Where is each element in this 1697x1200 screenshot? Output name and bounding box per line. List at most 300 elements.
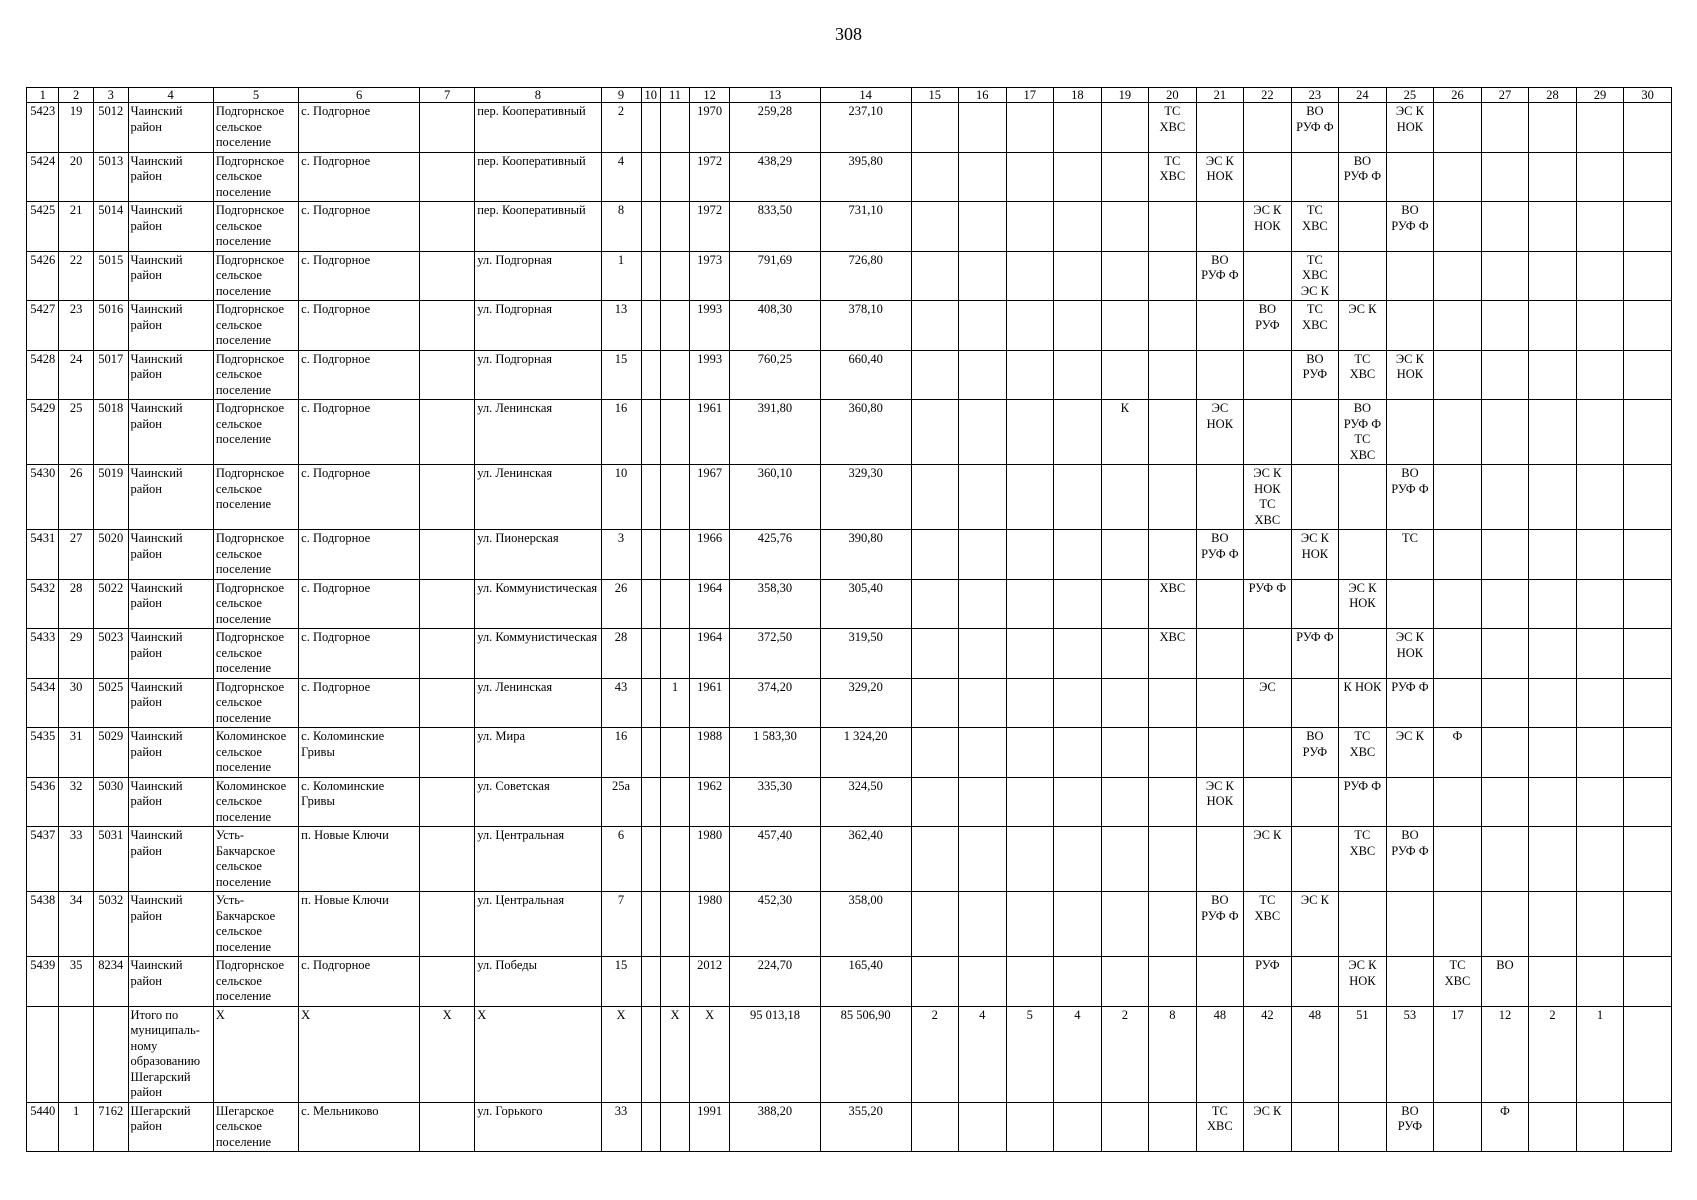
table-cell: Шегарский район bbox=[128, 1102, 213, 1152]
table-cell bbox=[641, 892, 660, 957]
table-cell: Чаинский район bbox=[128, 957, 213, 1007]
table-cell bbox=[1054, 579, 1102, 629]
table-cell bbox=[1529, 350, 1577, 400]
table-cell: ТС ХВС bbox=[1339, 728, 1387, 778]
table-cell: 1967 bbox=[690, 465, 730, 530]
table-cell bbox=[1386, 301, 1434, 351]
table-cell bbox=[959, 777, 1007, 827]
table-cell bbox=[1624, 465, 1672, 530]
table-cell bbox=[959, 678, 1007, 728]
table-cell bbox=[911, 465, 959, 530]
table-cell: Чаинский район bbox=[128, 465, 213, 530]
table-cell: 5428 bbox=[27, 350, 59, 400]
table-cell: ВО РУФ Ф bbox=[1339, 152, 1387, 202]
table-cell: Чаинский район bbox=[128, 350, 213, 400]
column-header-15: 15 bbox=[911, 88, 959, 103]
table-cell bbox=[660, 629, 689, 679]
table-cell: 390,80 bbox=[820, 530, 911, 580]
table-cell: 5025 bbox=[93, 678, 128, 728]
table-cell bbox=[1339, 892, 1387, 957]
table-cell: с. Подгорное bbox=[299, 629, 420, 679]
table-cell bbox=[1339, 251, 1387, 301]
table-cell: 16 bbox=[601, 728, 641, 778]
table-cell bbox=[1149, 400, 1197, 465]
table-cell: 2 bbox=[1529, 1006, 1577, 1102]
table-cell bbox=[1576, 152, 1624, 202]
table-cell: с. Подгорное bbox=[299, 202, 420, 252]
table-cell: 374,20 bbox=[730, 678, 821, 728]
table-cell bbox=[1576, 678, 1624, 728]
table-cell bbox=[641, 152, 660, 202]
table-cell bbox=[1529, 465, 1577, 530]
table-cell: ул. Горького bbox=[475, 1102, 601, 1152]
table-cell: 408,30 bbox=[730, 301, 821, 351]
table-cell bbox=[1006, 629, 1054, 679]
table-cell bbox=[420, 530, 475, 580]
column-header-1: 1 bbox=[27, 88, 59, 103]
table-cell: с. Подгорное bbox=[299, 350, 420, 400]
table-cell: 224,70 bbox=[730, 957, 821, 1007]
table-cell: 1964 bbox=[690, 579, 730, 629]
table-cell bbox=[1339, 103, 1387, 153]
table-cell: 35 bbox=[59, 957, 94, 1007]
table-cell: 5430 bbox=[27, 465, 59, 530]
table-cell bbox=[1624, 301, 1672, 351]
column-header-23: 23 bbox=[1291, 88, 1339, 103]
table-cell: 5437 bbox=[27, 827, 59, 892]
table-cell bbox=[1434, 400, 1482, 465]
table-cell: ЭС К НОК bbox=[1339, 957, 1387, 1007]
table-cell: 8 bbox=[601, 202, 641, 252]
table-cell bbox=[641, 202, 660, 252]
table-cell bbox=[959, 400, 1007, 465]
table-cell: 1 bbox=[660, 678, 689, 728]
table-row bbox=[27, 728, 1672, 778]
table-cell: 26 bbox=[601, 579, 641, 629]
table-cell bbox=[1196, 579, 1244, 629]
table-cell bbox=[641, 777, 660, 827]
table-cell: 26 bbox=[59, 465, 94, 530]
table-cell bbox=[1576, 400, 1624, 465]
table-cell: 324,50 bbox=[820, 777, 911, 827]
table-cell bbox=[1339, 1102, 1387, 1152]
table-cell: Коломинское сельское поселение bbox=[213, 728, 298, 778]
table-cell: 660,40 bbox=[820, 350, 911, 400]
table-cell: 48 bbox=[1196, 1006, 1244, 1102]
table-cell: 32 bbox=[59, 777, 94, 827]
table-cell bbox=[1529, 251, 1577, 301]
table-cell bbox=[1149, 530, 1197, 580]
table-cell bbox=[1196, 728, 1244, 778]
table-cell: Ф bbox=[1481, 1102, 1529, 1152]
table-cell bbox=[1196, 465, 1244, 530]
table-cell: Подгорнское сельское поселение bbox=[213, 301, 298, 351]
table-cell bbox=[420, 827, 475, 892]
table-cell: ВО bbox=[1481, 957, 1529, 1007]
table-cell: Чаинский район bbox=[128, 777, 213, 827]
table-cell: 22 bbox=[59, 251, 94, 301]
table-cell: ул. Ленинская bbox=[475, 465, 601, 530]
table-row bbox=[27, 892, 1672, 957]
table-cell bbox=[1624, 1102, 1672, 1152]
table-cell: 7162 bbox=[93, 1102, 128, 1152]
table-cell bbox=[660, 579, 689, 629]
table-cell bbox=[1054, 103, 1102, 153]
table-cell: 1980 bbox=[690, 892, 730, 957]
table-cell: 305,40 bbox=[820, 579, 911, 629]
table-cell: 24 bbox=[59, 350, 94, 400]
table-cell: 5017 bbox=[93, 350, 128, 400]
table-cell: Подгорнское сельское поселение bbox=[213, 350, 298, 400]
table-cell: 1 bbox=[1576, 1006, 1624, 1102]
table-cell bbox=[1244, 103, 1292, 153]
table-cell bbox=[1434, 678, 1482, 728]
table-cell: Подгорнское сельское поселение bbox=[213, 678, 298, 728]
column-header-11: 11 bbox=[660, 88, 689, 103]
table-cell: 33 bbox=[59, 827, 94, 892]
table-cell bbox=[641, 251, 660, 301]
column-header-2: 2 bbox=[59, 88, 94, 103]
table-cell bbox=[1386, 152, 1434, 202]
table-cell: 13 bbox=[601, 301, 641, 351]
table-cell: ЭС К НОК bbox=[1291, 530, 1339, 580]
table-cell: 372,50 bbox=[730, 629, 821, 679]
table-cell bbox=[911, 530, 959, 580]
table-cell bbox=[641, 465, 660, 530]
table-row bbox=[27, 251, 1672, 301]
table-cell: 2 bbox=[1101, 1006, 1149, 1102]
table-cell bbox=[1054, 202, 1102, 252]
table-cell: 5425 bbox=[27, 202, 59, 252]
table-cell bbox=[911, 350, 959, 400]
table-cell: 25 bbox=[59, 400, 94, 465]
table-cell bbox=[1481, 103, 1529, 153]
table-cell bbox=[911, 202, 959, 252]
table-cell: К НОК bbox=[1339, 678, 1387, 728]
table-cell: 5440 bbox=[27, 1102, 59, 1152]
table-cell: 5439 bbox=[27, 957, 59, 1007]
table-cell bbox=[420, 579, 475, 629]
table-cell bbox=[420, 152, 475, 202]
table-cell bbox=[1291, 152, 1339, 202]
table-cell: 7 bbox=[601, 892, 641, 957]
table-cell: 1964 bbox=[690, 629, 730, 679]
table-cell: Итого по муниципаль-ному образованию Шегарский район bbox=[128, 1006, 213, 1102]
table-cell: 726,80 bbox=[820, 251, 911, 301]
table-cell bbox=[1054, 1102, 1102, 1152]
table-cell bbox=[1054, 251, 1102, 301]
table-cell: 5423 bbox=[27, 103, 59, 153]
table-cell bbox=[1196, 827, 1244, 892]
table-cell: 1970 bbox=[690, 103, 730, 153]
table-cell: 760,25 bbox=[730, 350, 821, 400]
table-cell: 388,20 bbox=[730, 1102, 821, 1152]
table-cell bbox=[1101, 957, 1149, 1007]
table-cell: 12 bbox=[1481, 1006, 1529, 1102]
column-header-22: 22 bbox=[1244, 88, 1292, 103]
table-cell bbox=[1481, 251, 1529, 301]
table-cell bbox=[1576, 350, 1624, 400]
table-cell: 358,00 bbox=[820, 892, 911, 957]
table-cell: ЭС К НОК bbox=[1244, 202, 1292, 252]
table-cell: Х bbox=[660, 1006, 689, 1102]
table-cell bbox=[1529, 728, 1577, 778]
table-cell bbox=[1529, 530, 1577, 580]
table-cell: 5029 bbox=[93, 728, 128, 778]
table-cell bbox=[1101, 827, 1149, 892]
table-cell bbox=[1006, 1102, 1054, 1152]
table-cell: ВО РУФ Ф bbox=[1386, 465, 1434, 530]
table-cell: 1973 bbox=[690, 251, 730, 301]
table-cell bbox=[1054, 678, 1102, 728]
table-cell bbox=[1149, 777, 1197, 827]
table-cell bbox=[1624, 777, 1672, 827]
table-cell bbox=[641, 678, 660, 728]
table-cell bbox=[1529, 629, 1577, 679]
table-cell: 378,10 bbox=[820, 301, 911, 351]
table-cell bbox=[641, 1006, 660, 1102]
table-cell bbox=[1481, 777, 1529, 827]
column-header-20: 20 bbox=[1149, 88, 1197, 103]
table-cell: 2012 bbox=[690, 957, 730, 1007]
table-cell: РУФ Ф bbox=[1386, 678, 1434, 728]
table-cell: ЭС bbox=[1244, 678, 1292, 728]
table-cell bbox=[1006, 465, 1054, 530]
table-cell: ул. Пионерская bbox=[475, 530, 601, 580]
table-row bbox=[27, 465, 1672, 530]
table-cell bbox=[1576, 827, 1624, 892]
column-header-26: 26 bbox=[1434, 88, 1482, 103]
table-cell: 1972 bbox=[690, 152, 730, 202]
table-cell bbox=[1624, 892, 1672, 957]
table-cell: 21 bbox=[59, 202, 94, 252]
table-cell bbox=[1434, 629, 1482, 679]
table-cell: 5016 bbox=[93, 301, 128, 351]
table-cell: 1991 bbox=[690, 1102, 730, 1152]
table-cell: Чаинский район bbox=[128, 202, 213, 252]
table-cell bbox=[1434, 827, 1482, 892]
table-cell: пер. Кооперативный bbox=[475, 202, 601, 252]
table-cell: 5433 bbox=[27, 629, 59, 679]
table-cell bbox=[959, 350, 1007, 400]
table-cell: 1993 bbox=[690, 301, 730, 351]
table-cell bbox=[1481, 629, 1529, 679]
table-cell bbox=[1006, 202, 1054, 252]
table-cell: 5014 bbox=[93, 202, 128, 252]
column-header-30: 30 bbox=[1624, 88, 1672, 103]
table-cell bbox=[641, 728, 660, 778]
table-cell bbox=[420, 465, 475, 530]
table-cell: 5429 bbox=[27, 400, 59, 465]
table-cell bbox=[1244, 728, 1292, 778]
table-cell: Подгорнское сельское поселение bbox=[213, 579, 298, 629]
table-cell bbox=[911, 251, 959, 301]
table-cell bbox=[660, 728, 689, 778]
table-cell bbox=[1624, 350, 1672, 400]
table-cell: 28 bbox=[59, 579, 94, 629]
table-cell bbox=[1576, 777, 1624, 827]
table-cell bbox=[1624, 728, 1672, 778]
table-cell bbox=[1006, 251, 1054, 301]
table-cell bbox=[1434, 892, 1482, 957]
table-cell bbox=[641, 103, 660, 153]
table-cell: ЭС К НОК bbox=[1196, 152, 1244, 202]
table-cell: ул. Коммунистическая bbox=[475, 629, 601, 679]
table-cell: Х bbox=[475, 1006, 601, 1102]
table-cell bbox=[1054, 892, 1102, 957]
table-cell bbox=[1624, 202, 1672, 252]
table-cell: 15 bbox=[601, 350, 641, 400]
table-cell bbox=[1529, 202, 1577, 252]
table-cell: 452,30 bbox=[730, 892, 821, 957]
table-cell bbox=[1624, 251, 1672, 301]
table-cell bbox=[1339, 530, 1387, 580]
column-header-6: 6 bbox=[299, 88, 420, 103]
table-cell bbox=[1149, 350, 1197, 400]
table-cell: Х bbox=[690, 1006, 730, 1102]
table-cell bbox=[959, 301, 1007, 351]
table-cell: ЭС К НОК bbox=[1339, 579, 1387, 629]
table-cell bbox=[1101, 152, 1149, 202]
table-cell bbox=[1434, 202, 1482, 252]
table-cell: ЭС НОК bbox=[1196, 400, 1244, 465]
table-cell: 16 bbox=[601, 400, 641, 465]
table-cell: 362,40 bbox=[820, 827, 911, 892]
table-cell bbox=[1006, 892, 1054, 957]
table-cell bbox=[959, 629, 1007, 679]
table-cell: Чаинский район bbox=[128, 629, 213, 679]
column-header-10: 10 bbox=[641, 88, 660, 103]
table-cell bbox=[1054, 629, 1102, 679]
table-row bbox=[27, 629, 1672, 679]
column-header-8: 8 bbox=[475, 88, 601, 103]
table-header bbox=[27, 88, 1672, 103]
table-cell bbox=[93, 1006, 128, 1102]
column-header-19: 19 bbox=[1101, 88, 1149, 103]
table-cell bbox=[1481, 530, 1529, 580]
table-cell bbox=[1529, 957, 1577, 1007]
table-cell: ВО РУФ Ф bbox=[1386, 202, 1434, 252]
table-cell bbox=[420, 103, 475, 153]
table-cell bbox=[1481, 400, 1529, 465]
table-cell bbox=[1244, 629, 1292, 679]
table-cell bbox=[1006, 103, 1054, 153]
table-cell: с. Коломинские Гривы bbox=[299, 728, 420, 778]
table-row bbox=[27, 202, 1672, 252]
table-cell bbox=[911, 678, 959, 728]
table-cell bbox=[1149, 301, 1197, 351]
table-cell: 237,10 bbox=[820, 103, 911, 153]
table-cell: 5435 bbox=[27, 728, 59, 778]
column-header-13: 13 bbox=[730, 88, 821, 103]
table-cell: ул. Центральная bbox=[475, 892, 601, 957]
table-cell: ЭС К bbox=[1244, 827, 1292, 892]
table-cell bbox=[959, 579, 1007, 629]
table-cell: 85 506,90 bbox=[820, 1006, 911, 1102]
table-cell bbox=[1149, 957, 1197, 1007]
table-cell: 791,69 bbox=[730, 251, 821, 301]
table-row bbox=[27, 777, 1672, 827]
table-cell: РУФ Ф bbox=[1291, 629, 1339, 679]
column-header-7: 7 bbox=[420, 88, 475, 103]
table-cell: 48 bbox=[1291, 1006, 1339, 1102]
table-cell bbox=[1576, 301, 1624, 351]
table-cell: 29 bbox=[59, 629, 94, 679]
table-cell bbox=[1101, 1102, 1149, 1152]
table-cell bbox=[27, 1006, 59, 1102]
table-cell bbox=[1386, 400, 1434, 465]
table-cell: Усть-Бакчарское сельское поселение bbox=[213, 827, 298, 892]
table-cell bbox=[1576, 251, 1624, 301]
table-cell bbox=[1576, 202, 1624, 252]
table-cell bbox=[1386, 957, 1434, 1007]
table-cell: ТС ХВС bbox=[1196, 1102, 1244, 1152]
table-cell bbox=[1101, 202, 1149, 252]
table-cell bbox=[1291, 827, 1339, 892]
table-cell bbox=[1149, 251, 1197, 301]
table-cell: с. Подгорное bbox=[299, 103, 420, 153]
table-cell: 2 bbox=[601, 103, 641, 153]
table-cell bbox=[1434, 152, 1482, 202]
table-cell: Подгорнское сельское поселение bbox=[213, 629, 298, 679]
table-cell bbox=[1339, 465, 1387, 530]
table-cell: 438,29 bbox=[730, 152, 821, 202]
table-cell: 42 bbox=[1244, 1006, 1292, 1102]
table-cell bbox=[1386, 251, 1434, 301]
table-cell bbox=[420, 1102, 475, 1152]
table-cell bbox=[641, 400, 660, 465]
table-cell bbox=[1576, 629, 1624, 679]
table-cell: Чаинский район bbox=[128, 530, 213, 580]
table-cell bbox=[641, 530, 660, 580]
table-cell: 5424 bbox=[27, 152, 59, 202]
table-cell bbox=[1529, 1102, 1577, 1152]
table-cell bbox=[1149, 827, 1197, 892]
table-cell bbox=[660, 251, 689, 301]
column-header-12: 12 bbox=[690, 88, 730, 103]
table-cell: ТС ХВС bbox=[1244, 892, 1292, 957]
table-cell: 355,20 bbox=[820, 1102, 911, 1152]
table-cell bbox=[660, 103, 689, 153]
table-cell: Х bbox=[420, 1006, 475, 1102]
table-cell: 395,80 bbox=[820, 152, 911, 202]
table-cell: Усть-Бакчарское сельское поселение bbox=[213, 892, 298, 957]
table-cell bbox=[1006, 728, 1054, 778]
table-cell bbox=[660, 350, 689, 400]
column-header-25: 25 bbox=[1386, 88, 1434, 103]
table-cell: ул. Подгорная bbox=[475, 301, 601, 351]
table-cell bbox=[1576, 728, 1624, 778]
table-cell: 1961 bbox=[690, 678, 730, 728]
table-cell bbox=[959, 251, 1007, 301]
table-cell bbox=[1339, 202, 1387, 252]
table-cell bbox=[911, 777, 959, 827]
table-cell bbox=[1481, 465, 1529, 530]
table-cell bbox=[660, 827, 689, 892]
table-cell: Подгорнское сельское поселение bbox=[213, 400, 298, 465]
table-cell: пер. Кооперативный bbox=[475, 103, 601, 153]
table-cell bbox=[1576, 1102, 1624, 1152]
table-cell: ВО РУФ Ф bbox=[1196, 251, 1244, 301]
table-cell bbox=[660, 530, 689, 580]
table-cell bbox=[1529, 777, 1577, 827]
table-cell bbox=[1481, 350, 1529, 400]
table-cell: с. Подгорное bbox=[299, 579, 420, 629]
table-cell: 1993 bbox=[690, 350, 730, 400]
table-cell bbox=[660, 202, 689, 252]
table-cell: ТС ХВС bbox=[1149, 103, 1197, 153]
table-cell bbox=[59, 1006, 94, 1102]
